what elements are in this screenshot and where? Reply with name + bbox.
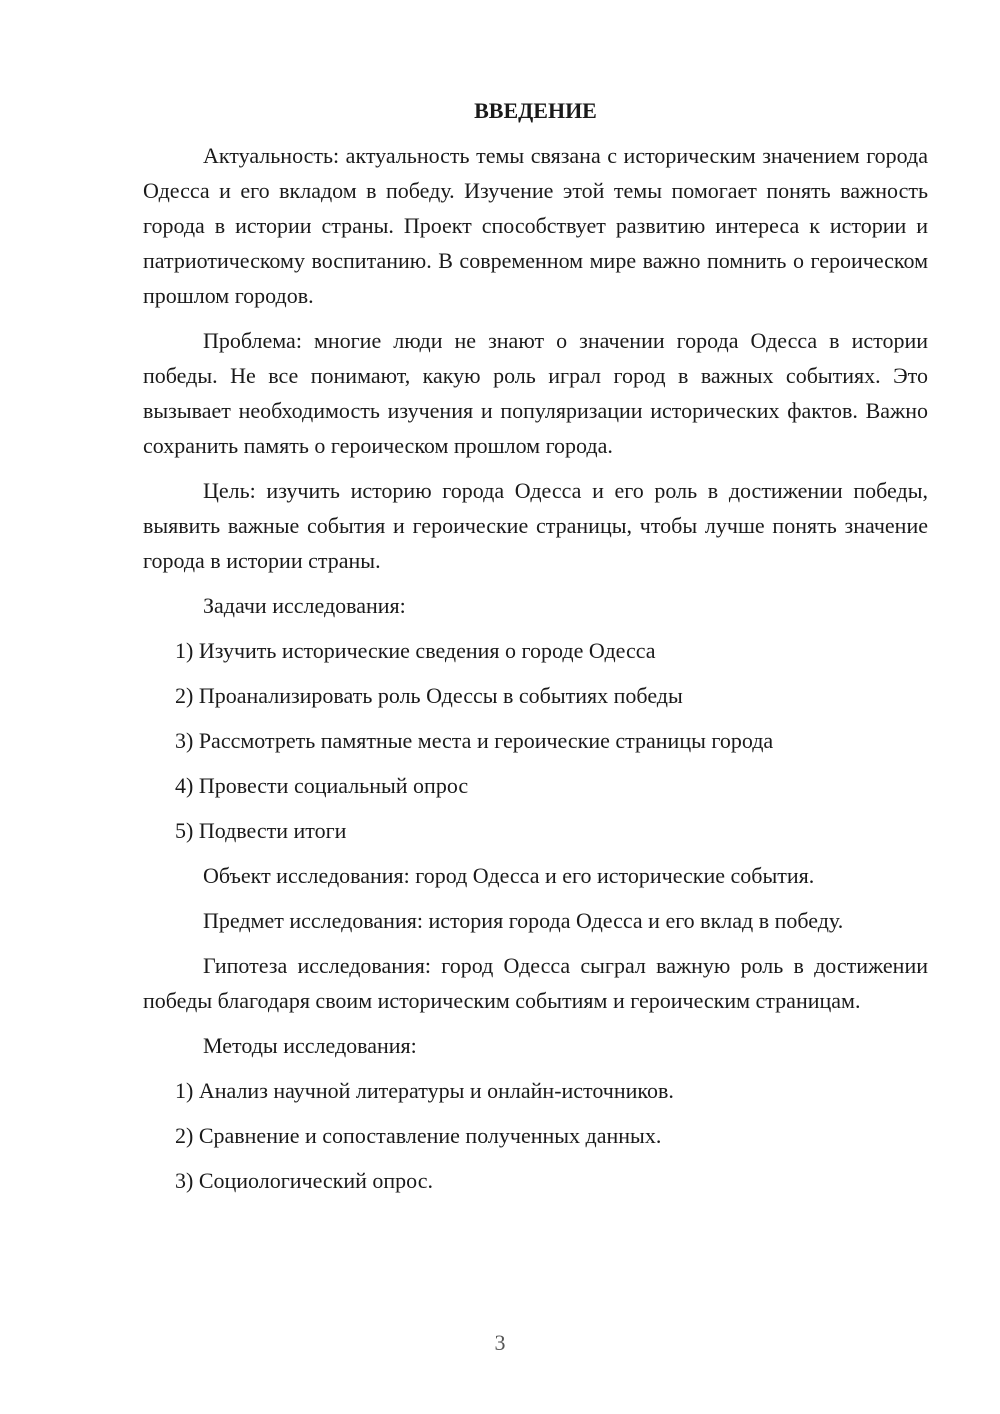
- subject-line: Предмет исследования: история города Одесса и его вклад в победу.: [203, 908, 844, 933]
- page-body: [143, 93, 928, 1208]
- task-item: 5) Подвести итоги: [175, 818, 347, 843]
- task-item: 3) Рассмотреть памятные места и героические страницы города: [175, 728, 774, 753]
- page-number: 3: [494, 1330, 506, 1355]
- method-item: 2) Сравнение и сопоставление полученных данных.: [175, 1123, 662, 1148]
- goal-paragraph: Цель: изучить историю города Одесса и его роль в достижении победы, выявить важные события и героические страницы, чтобы лучше понять значение города в истории страны.: [143, 478, 928, 573]
- task-item: 1) Изучить исторические сведения о городе Одесса: [175, 638, 656, 663]
- methods-heading: Методы исследования:: [203, 1033, 417, 1058]
- hypothesis-paragraph: Гипотеза исследования: город Одесса сыграл важную роль в достижении победы благодаря своим историческим событиям и героическим страницам.: [143, 953, 928, 1013]
- method-item: 1) Анализ научной литературы и онлайн-источников.: [175, 1078, 674, 1103]
- object-line: Объект исследования: город Одесса и его исторические события.: [203, 863, 815, 888]
- task-item: 2) Проанализировать роль Одессы в событиях победы: [175, 683, 683, 708]
- methods-list: [143, 1073, 928, 1198]
- problem-paragraph: Проблема: многие люди не знают о значении города Одесса в истории победы. Не все понимают, какую роль играл город в важных событиях. Это вызывает необходимость изучения и популяризации исторических фактов. Важно сохранить память о героическом прошлом города.: [143, 328, 928, 458]
- tasks-list: [143, 633, 928, 848]
- tasks-heading: Задачи исследования:: [203, 593, 406, 618]
- method-item: 3) Социологический опрос.: [175, 1168, 433, 1193]
- relevance-paragraph: Актуальность: актуальность темы связана с историческим значением города Одесса и его вкладом в победу. Изучение этой темы помогает понять важность города в истории страны. Проект способствует развитию интереса к истории и патриотическому воспитанию. В современном мире важно помнить о героическом прошлом городов.: [143, 143, 928, 308]
- section-title: ВВЕДЕНИЕ: [474, 98, 597, 123]
- task-item: 4) Провести социальный опрос: [175, 773, 469, 798]
